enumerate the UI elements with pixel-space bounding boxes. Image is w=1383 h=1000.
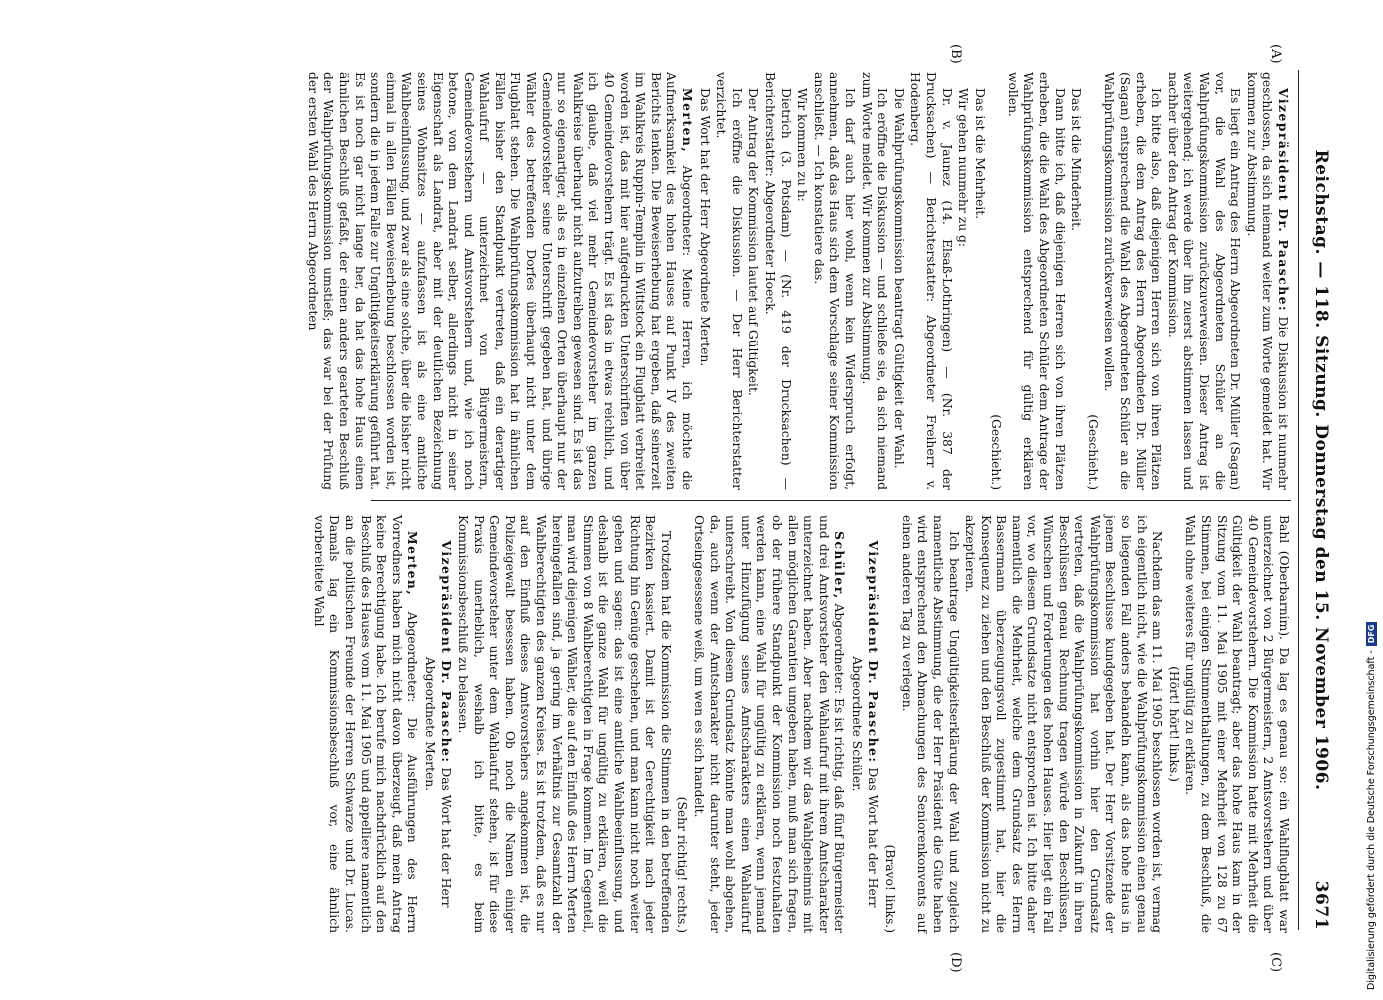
paragraph-text: Trotzdem hat die Kommission die Stimmen in den betreffenden Bezirken kassiert. Damit ist der Gerechtigkeit nach jeder Richtung hin Genüge geschehen, und man kann nicht noch weiter gehen und sagen: das ist eine amtliche Wahlbeeinflussung, und deshalb ist die ganze Wahl für ungültig zu erklären, weil die Stimmen von 8 Wahlberechtigten in Frage kommen. Im Gegenteil, man wird diejenigen Wähler, die auf den Einfluß des Herrn Merten hereingefallen sind, ja gering im Verhältnis zur Gesamtzahl der Wahlberechtigten des ganzen Kreises. Es ist trotzdem, daß es nur auf den Einfluß dieses Amtsvorstehers angekommen ist, die Polizeigewalt besessen haben. Ob noch die Namen einiger Gemeindevorsteher unter dem Wahlaufruf stehen, ist für diese Praxis unerheblich, weshalb ich bitte, es beim Kommissionsbeschluß zu belassen.	[456, 515, 673, 933]
paragraph	[713, 72, 744, 490]
paragraph-text: Das Wort hat der Herr Abgeordnete Merten.	[422, 656, 453, 908]
paragraph	[1164, 72, 1242, 490]
page-header	[1305, 70, 1331, 930]
paragraph	[761, 72, 792, 490]
paragraph	[674, 515, 690, 933]
paragraph	[848, 515, 880, 933]
paragraph-text: Ich darf auch hier wohl, wenn kein Widerspruch erfolgt, annehmen, daß das Haus sich dem Vorschlage seiner Kommission anschließt. — Ich konstatiere das.	[811, 72, 857, 490]
paragraph-text: (Bravo! links.)	[883, 844, 898, 933]
paragraph-text: Dietrich (3. Potsdam) — (Nr. 419 der Drucksachen) — Berichterstatter: Abgeordneter Hoeck.	[763, 72, 793, 490]
paragraph	[794, 72, 810, 490]
paragraph	[1068, 72, 1084, 490]
paragraph-text: Das ist die Mehrheit.	[972, 88, 987, 220]
paragraph-text: Ich bitte also, daß diejenigen Herren sich von ihren Plätzen erheben, die dem Antrag des Herrn Abgeordneten Dr. Müller (Sagan) entsprechend die Wahl des Abgeordneten Schüler an die Wahlprüfungskommission zurückverweisen wollen.	[1102, 72, 1164, 490]
speaker-name: Merten,	[680, 88, 696, 154]
paragraph	[1165, 515, 1181, 933]
paragraph	[310, 515, 420, 933]
column-divider	[371, 500, 1291, 501]
paragraph	[690, 515, 847, 933]
paragraph	[882, 515, 898, 933]
paragraph	[890, 72, 906, 490]
paragraph	[810, 72, 857, 490]
paragraph	[1101, 72, 1163, 490]
paragraph	[962, 515, 1165, 933]
paragraph	[1004, 72, 1066, 490]
paragraph	[955, 72, 971, 490]
speaker-name: Vizepräsident Dr. Paasche:	[438, 540, 454, 764]
left-column	[303, 72, 1291, 490]
footer-text: Digitalisierung gefördert durch die Deutsche Forschungsgemeinschaft -	[1366, 650, 1377, 990]
paragraph	[696, 72, 712, 490]
margin-marker-c: (C)	[1268, 952, 1283, 973]
paragraph	[455, 515, 673, 933]
paragraph-text: Abgeordneter: Meine Herren, ich möchte die Aufmerksamkeit des hohen Hauses auf Punkt IV des zweiten Berichts lenken. Die Beweiserhebung hat ergeben, daß seinerzeit im Wahlkreis Ruppin-Templin in Wittstock ein Flugblatt verbreitet worden ist, das mit hier aufgedruckten Unterschriften von über 40 Gemeindevorstehern trägt. Es ist das in etwas reichlich, und ich glaube, daß viel mehr Gemeindevorsteher im ganzen Wahlkreise überhaupt nicht aufzutreiben gewesen sind. Es ist das nur so eigenartiger, als es in einzelnen Orten überhaupt nur der Gemeindevorsteher seine Unterschrift gegeben hat, und übrige Wähler des betreffenden Dorfes überhaupt nicht unter dem Flugblatt stehen. Die Wahlprüfungskommission hat in ähnlichen Fällen bisher den Standpunkt vertreten, daß ein derartiger Wahlaufruf — unterzeichnet von Bürgermeistern, Gemeindevorstehern und Amtsvorstehern und, wie ich noch betone, von dem Landrat selber, allerdings nicht in seiner Eigenschaft als Landrat, aber mit der deutlichen Bezeichnung seines Wohnsitzes — aufzufassen ist als eine amtliche Wahlbeeinflussung, und zwar als eine solche, über die bisher nicht einmal in allen Fällen Beweiserhebung beschlossen worden ist, sondern die in jedem Falle zur Ungültigkeitserklärung geführt hat. Es ist noch gar nicht lange her, da hat das hohe Haus einen ähnlichen Beschluß gefaßt, der einen anders gearteten Beschluß der Wahlprüfungskommission umstieß; das war bei der Prüfung der ersten Wahl des Herrn Abgeordneten	[305, 72, 695, 490]
paragraph-text: (Sehr richtig! rechts.)	[675, 796, 690, 933]
paragraph-text: Dann bitte ich, daß diejenigen Herren sich von ihren Plätzen erheben, die die Wahl des Abgeordneten Schüler dem Antrage der Wahlprüfungskommission entsprechend für gültig erklären wollen.	[1005, 72, 1067, 490]
paragraph	[898, 515, 960, 933]
paragraph-text: Ich eröffne die Diskussion — und schließe sie, da sich niemand zum Worte meldet. Wir kommen zur Abstimmung.	[859, 72, 890, 490]
paragraph	[858, 72, 889, 490]
paragraph-text: Das ist die Minderheit.	[1069, 88, 1084, 231]
paragraph-text: Ich beantrage Ungültigkeitserklärung der Wahl und zugleich namentliche Abstimmung, die der Herr Präsident die Güte haben wird entsprechend den Abmachungen des Seniorenkonvents auf einen anderen Tag zu verlegen.	[899, 515, 961, 933]
paragraph	[1243, 72, 1291, 490]
paragraph-text: Wir gehen nunmehr zu g:	[956, 88, 971, 248]
speaker-name: Schüler,	[832, 531, 848, 600]
paragraph	[421, 515, 453, 933]
digitization-footer	[1366, 0, 1380, 990]
paragraph-text: Ich eröffne die Diskussion. — Der Herr Berichterstatter verzichtet.	[714, 72, 744, 490]
paragraph-text: (Geschieht.)	[989, 414, 1004, 490]
dfg-logo: DFG	[1366, 622, 1377, 647]
paragraph	[988, 72, 1004, 490]
paragraph	[1084, 72, 1100, 490]
paragraph	[1182, 515, 1291, 933]
paragraph-text: Das Wort hat der Herr Abgeordnete Merten.	[697, 88, 712, 367]
paragraph-text: Dr. v. Jaunez (14. Elsaß-Lothringen) — (Nr. 387 der Drucksachen) — Berichterstatter: Abgeordneter Freiherr v. Hodenberg.	[908, 72, 954, 490]
speaker-name: Vizepräsident Dr. Paasche:	[1276, 88, 1291, 313]
paragraph-text: Die Diskussion ist nunmehr geschlossen, da sich niemand weiter zum Worte gemeldet hat. Wir kommen zur Abstimmung.	[1244, 72, 1290, 490]
paragraph-text: Wir kommen zu h:	[795, 88, 810, 202]
paragraph-text: Der Antrag der Kommission lautet auf Gültigkeit.	[746, 88, 761, 396]
speaker-name: Merten,	[405, 531, 421, 597]
paragraph	[745, 72, 761, 490]
paragraph	[971, 72, 987, 490]
paragraph-text: Die Wahlprüfungskommission beantragt Gültigkeit der Wahl.	[891, 88, 906, 469]
paragraph-text: Abgeordneter: Die Ausführungen des Herrn Vorredners haben mich nicht davon überzeugt, daß mein Antrag keine Berechtigung habe. Ich berufe mich nachdrücklich auf den Beschluß des Hauses vom 11. Mai 1905 und appelliere namentlich an die politischen Freunde der Herren Schwarze und Dr. Lucas. Damals lag ein Kommissionsbeschluß vor, eine ähnlich vorbereitete Wahl	[311, 515, 420, 933]
paragraph-text: (Geschieht.)	[1085, 414, 1100, 490]
paragraph-text: (Hört! hört! links.)	[1166, 666, 1181, 782]
paragraph	[907, 72, 954, 490]
margin-marker-a: (A)	[1268, 44, 1283, 64]
header-title: Reichstag. — 118. Sitzung. Donnerstag den 15. November 1906.	[1311, 149, 1331, 791]
paragraph	[304, 72, 695, 490]
paragraph-text: Bahl (Oberbarnim). Da lag es genau so: ein Wahlflugblatt war unterzeichnet von 2 Bürgermeistern, 2 Amtsvorstehern und über 40 Gemeindevorstehern. Die Kommission hatte mit Mehrheit die Gültigkeit der Wahl beantragt; aber das hohe Haus kam in der Sitzung vom 11. Mai 1905 mit einer Mehrheit von 128 zu 67 Stimmen, bei einigen Stimmenthaltungen, zu dem Beschluß, die Wahl ohne weiteres für ungültig zu erklären.	[1183, 515, 1291, 933]
speaker-name: Vizepräsident Dr. Paasche:	[865, 540, 881, 764]
paragraph-text: Nachdem das am 11. Mai 1905 beschlossen worden ist, vermag ich eigentlich nicht, wie die Wahlprüfungskommission einen genau so liegenden Fall anders behandeln kann, als das hohe Haus in jenem Beschlusse kundgegeben hat. Der Herr Vorsitzende der Wahlprüfungskommission hat vorhin hier den Grundsatz vertreten, daß die Wahlprüfungskommission in Zukunft in ihren Beschlüssen genau Rechnung tragen würde den Beschlüssen, Wünschen und Forderungen des hohen Hauses. Hier liegt ein Fall vor, wo diesem Grundsatze nicht entsprochen ist. Ich bitte daher namentlich die Mehrheit, welche dem Grundsatz des Herrn Bassermann überzeugungsvoll zugestimmt hat, hier die Konsequenz zu ziehen und den Beschluß der Kommission nicht zu akzeptieren.	[963, 515, 1165, 933]
margin-marker-b: (B)	[948, 44, 963, 64]
page-number: 3671	[1311, 880, 1331, 930]
margin-marker-d: (D)	[948, 952, 963, 973]
right-column	[309, 515, 1291, 933]
header-rule	[1298, 70, 1299, 930]
paragraph-text: Das Wort hat der Herr Abgeordnete Schüler.	[849, 656, 880, 908]
paragraph-text: Abgeordneter: Es ist richtig, daß fünf Bürgermeister und drei Amtsvorsteher den Wahlaufruf mit ihrem Amtscharakter unterzeichnet haben. Aber nachdem wir das Wahlgeheimnis mit allen möglichen Garantien umgeben haben, muß man sich fragen, ob der frühere Standpunkt der Kommission noch festzuhalten werden kann, eine Wahl für ungültig zu erklären, wenn jemand unter Hinzufügung seines Amtscharakters einen Wahlaufruf unterschreibt. Von diesem Grundsatz könnte man wohl abgehen, da, auch wenn der Amtscharakter nicht darunter steht, jeder Ortseingesessene weiß, um wen es sich handelt.	[692, 515, 847, 933]
paragraph-text: Es liegt ein Antrag des Herrn Abgeordneten Dr. Müller (Sagan) vor, die Wahl des Abgeordneten Schüler an die Wahlprüfungskommission zurückzuverweisen. Dieser Antrag ist weitergehend; ich werde über ihn zuerst abstimmen lassen und nachher über den Antrag der Kommission.	[1165, 72, 1243, 490]
